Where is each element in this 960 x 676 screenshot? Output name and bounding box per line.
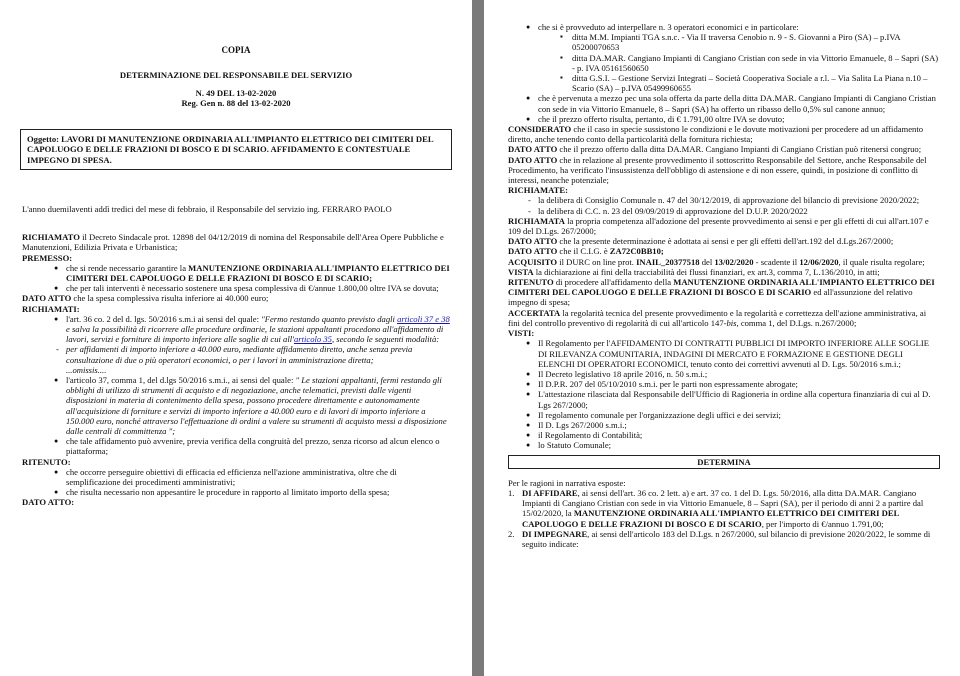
list-item: ● Il Decreto legislativo 18 aprile 2016, n. 50 s.m.i.;: [524, 369, 940, 379]
list-item: ● l'art. 36 co. 2 del d. lgs. 50/2016 s.m.i ai sensi del quale: "Fermo restando quanto previsto dagli articoli 37 e 38 e salva la possibilità di ricorrere alle procedure ordinarie, le stazioni appaltanti procedono all'affidamento di lavori, servizi e forniture di importo inferiore alle soglie di cui all'articolo 35, secondo le seguenti modalità:: [52, 314, 450, 345]
list-item: - la delibera di Consiglio Comunale n. 47 del 30/12/2019, di approvazione del bilancio di previsione 2020/2022;: [524, 195, 940, 205]
cig-code: ZA72C0BB10;: [609, 246, 664, 257]
dato-atto-paragraph: DATO ATTO che la presente determinazione è adottata ai sensi e per gli effetti dell'art.192 del d.Lgs.267/2000;: [508, 236, 894, 247]
accertata-paragraph: ACCERTATA la regolarità tecnica del presente provvedimento e la regolarità e correttezza dell'azione amministrativa, ai fini del controllo preventivo di regolarità di cui all'articolo 147-bis, comma 1, del D.Lgs. n.267/2000;: [508, 307, 927, 328]
list-item: ● L'attestazione rilasciata dal Responsabile dell'Ufficio di Ragioneria in ordine alla copertura finanziaria di cui al D. Lgs 267/2000;: [524, 389, 940, 409]
ritenuto-heading: RITENUTO:: [22, 456, 71, 467]
durc-paragraph: ACQUISITO il DURC on line prot. INAIL_20377518 del 13/02/2020 - scadente il 12/06/2020, il quale risulta regolare;: [508, 256, 925, 267]
number-line: N. 49 DEL 13-02-2020: [195, 88, 277, 98]
determina-item-2: 2. DI IMPEGNARE, ai sensi dell'articolo 183 del D.Lgs. n 267/2000, sul bilancio di previsione 2020/2022, le somme di seguito indicate:: [508, 528, 931, 549]
list-item: ● Il Regolamento per l'AFFIDAMENTO DI CONTRATTI PUBBLICI DI IMPORTO INFERIORE ALLE SOGLIE DI RILEVANZA COMUNITARIA, INDAGINI DI MERCATO E FORMAZIONE E GESTIONE DEGLI ELENCHI DI OPERATORI ECONOMICI, tenuto conto dei correttivi avvenuti al D. Lgs. 50/2016 s.m.i.;: [524, 338, 940, 369]
header-title: DETERMINAZIONE DEL RESPONSABILE DEL SERVIZIO: [119, 70, 353, 80]
dato-atto-heading: DATO ATTO:: [22, 497, 75, 508]
list-item: ▪ ditta DA.MAR. Cangiano Impianti di Cangiano Cristian con sede in via Vittorio Emanuele, 8 – Sapri (SA) - p. IVA 05161560650: [558, 53, 940, 73]
determina-heading: DETERMINA: [508, 455, 940, 469]
list-item: - la delibera di C.C. n. 23 del 09/09/2019 di approvazione del D.U.P. 2020/2022: [524, 206, 940, 216]
list-item: ● lo Statuto Comunale;: [524, 440, 940, 450]
list-item: ● Il D.P.R. 207 del 05/10/2010 s.m.i. per le parti non espressamente abrogate;: [524, 379, 940, 389]
richiamati-heading: RICHIAMATI:: [22, 303, 80, 314]
considerato-paragraph: CONSIDERATO che il caso in specie sussistono le condizioni e le dovute motivazioni per procedere ad un affidamento diretto, anche tenendo conto della particolarità della fornitura richiesta;: [508, 124, 924, 145]
richiamato-paragraph: RICHIAMATO il Decreto Sindacale prot. 12898 del 04/12/2019 di nomina del Responsabile dell'Area Opere Pubbliche e Manutenzioni, Edilizia Privata e Urbanistica;: [22, 232, 444, 253]
omissis: ...omissis....: [66, 364, 107, 375]
intro-text: L'anno duemilaventi addì tredici del mese di febbraio, il Responsabile del servizio ing. FERRARO PAOLO: [22, 204, 392, 214]
list-item: ● che occorre perseguire obiettivi di efficacia ed efficienza nell'azione amministrativa, oltre che di semplificazione dei procedimenti amministrativi;: [52, 467, 450, 487]
dato-atto-paragraph: DATO ATTO che la spesa complessiva risulta inferiore ai 40.000 euro;: [22, 293, 269, 304]
document-page-left: [0, 0, 472, 676]
left-body: [22, 204, 450, 508]
header-numbers: [0, 88, 472, 108]
list-item: ● Il D. Lgs 267/2000 s.m.i.;: [524, 420, 940, 430]
list-item: ● che si è provveduto ad interpellare n. 3 operatori economici e in particolare:: [524, 22, 940, 32]
list-item: ● Il regolamento comunale per l'organizzazione degli uffici e dei servizi;: [524, 410, 940, 420]
oggetto-box: [20, 129, 452, 170]
determina-item-1: 1. DI AFFIDARE, ai sensi dell'art. 36 co. 2 lett. a) e art. 37 co. 1 del D. Lgs. 50/2016, alla ditta DA.MAR. Cangiano Impianti di Cangiano Cristian con sede in via Vittorio Emanuele, 8 – Sapri (SA), per il periodo di anni 2 a partire dal 15/02/2020, la MANUTENZIONE ORDINARIA ALL'IMPIANTO ELETTRICO DEI CIMITERI DEL CAPOLUOGO E DELLE FRAZIONI DI BOSCO E DI SCARIO, per l'importo di €/annuo 1.791,00;: [508, 487, 924, 529]
ritenuto-paragraph: RITENUTO di procedere all'affidamento della MANUTENZIONE ORDINARIA ALL'IMPIANTO ELETTRICO DEI CIMITERI DEL CAPOLUOGO E DELLE FRAZIONI DI BOSCO E DI SCARIO ed all'assunzione del relativo impegno di spesa;: [508, 277, 935, 308]
vista-paragraph: VISTA la dichiarazione ai fini della tracciabilità dei flussi finanziari, ex art.3, comma 7, L.136/2010, in atti;: [508, 266, 880, 277]
cig-paragraph: DATO ATTO che il C.I.G. è ZA72C0BB10;: [508, 246, 664, 257]
ritenuto-list: [22, 467, 450, 498]
dato-atto-paragraph: DATO ATTO che il prezzo offerto dalla ditta DA.MAR. Cangiano Impianti di Cangiano Cristian può ritenersi congruo;: [508, 144, 922, 155]
dato-atto-paragraph: DATO ATTO che in relazione al presente provvedimento il sottoscritto Responsabile del Settore, anche Responsabile del Procedimento, ha verificato l'insussistenza dell'obbligo di astensione e di non essere, quindi, in posizione di conflitto di interessi, neanche potenziale;: [508, 154, 927, 186]
ditte-list: [508, 32, 940, 93]
offerta-list: [508, 93, 940, 124]
list-item: ● che per tali interventi è necessario sostenere una spesa complessiva di €/annue 1.800,00 oltre IVA se dovuta;: [52, 283, 450, 293]
link-articolo-35[interactable]: articolo 35: [293, 334, 332, 345]
list-item: ▪ ditta G.S.I. – Gestione Servizi Integrati – Società Cooperativa Sociale a r.l. – Via Salita La Piana n.10 – Scario (SA) – p.IVA 05499960655: [558, 73, 940, 93]
richiamati-list: [22, 314, 450, 457]
list-item: ▪ ditta M.M. Impianti TGA s.n.c. - Via II traversa Cenobio n. 9 - S. Giovanni a Piro (SA) – p.IVA 05200070653: [558, 32, 940, 52]
list-item: - per affidamenti di importo inferiore a 40.000 euro, mediante affidamento diretto, anche senza previa consultazione di due o più operatori economici, o per i lavori in amministrazione diretta;: [52, 344, 450, 364]
premesso-list: [22, 263, 450, 294]
copia-label: COPIA: [221, 45, 251, 55]
visti-heading: VISTI:: [508, 328, 535, 339]
richiamata-paragraph: RICHIAMATA la propria competenza all'adozione del presente provvedimento ai sensi e per gli effetti di cui all'art.107 e 109 del D.Lgs. 267/2000;: [508, 215, 929, 237]
oggetto-text: LAVORI DI MANUTENZIONE ORDINARIA ALL'IMPIANTO ELETTRICO DEI CIMITERI DEL CAPOLUOGO E DELLE FRAZIONI DI BOSCO E DI SCARIO. AFFIDAMENTO E CONTESTUALE IMPEGNO DI SPESA.: [27, 134, 434, 165]
richiamate-heading: RICHIAMATE:: [508, 185, 568, 196]
premesso-heading: PREMESSO:: [22, 252, 73, 263]
oggetto-label: Oggetto:: [27, 134, 59, 144]
link-articoli-37-38[interactable]: articoli 37 e 38: [397, 313, 450, 324]
list-item: ● che tale affidamento può avvenire, previa verifica della congruità del prezzo, senza ricorso ad alcun elenco o piattaforma;: [52, 436, 450, 456]
ragioni-text: Per le ragioni in narrativa esposte:: [508, 477, 626, 488]
list-item: ● che risulta necessario non appesantire le procedure in rapporto al limitato importo della spesa;: [52, 487, 450, 497]
document-page-right: [484, 0, 960, 676]
visti-list: [508, 338, 940, 450]
list-item: ● che si rende necessario garantire la MANUTENZIONE ORDINARIA ALL'IMPIANTO ELETTRICO DEI CIMITERI DEL CAPOLUOGO E DELLE FRAZIONI DI BOSCO E DI SCARIO;: [52, 263, 450, 283]
reg-line: Reg. Gen n. 88 del 13-02-2020: [181, 98, 291, 108]
right-body: [508, 22, 940, 549]
list-item: ● il Regolamento di Contabilità;: [524, 430, 940, 440]
operatori-list: [508, 22, 940, 32]
richiamate-list: [508, 195, 940, 215]
list-item: ● che è pervenuta a mezzo pec una sola offerta da parte della ditta DA.MAR. Cangiano Impianti di Cangiano Cristian con sede in via Vittorio Emanuele, 8 – Sapri (SA) ha offerto un ribasso dello 0,5% sul canone annuo;: [524, 93, 940, 113]
list-item: ● l'articolo 37, comma 1, del d.lgs 50/2016 s.m.i., ai sensi del quale: " Le stazioni appaltanti, fermi restando gli obblighi di utilizzo di strumenti di acquisto e di negoziazione, anche telematici, previsti dalle vigenti disposizioni in materia di contenimento della spesa, possono procedere direttamente e autonomamente all'acquisizione di forniture e servizi di importo inferiore a 40.000 euro e di lavori di importo inferiore a 150.000 euro, nonché attraverso l'effettuazione di ordini a valere su strumenti di acquisto messi a disposizione dalle centrali di committenza ";: [52, 375, 450, 436]
list-item: ● che il prezzo offerto risulta, pertanto, di € 1.791,00 oltre IVA se dovuto;: [524, 114, 940, 124]
